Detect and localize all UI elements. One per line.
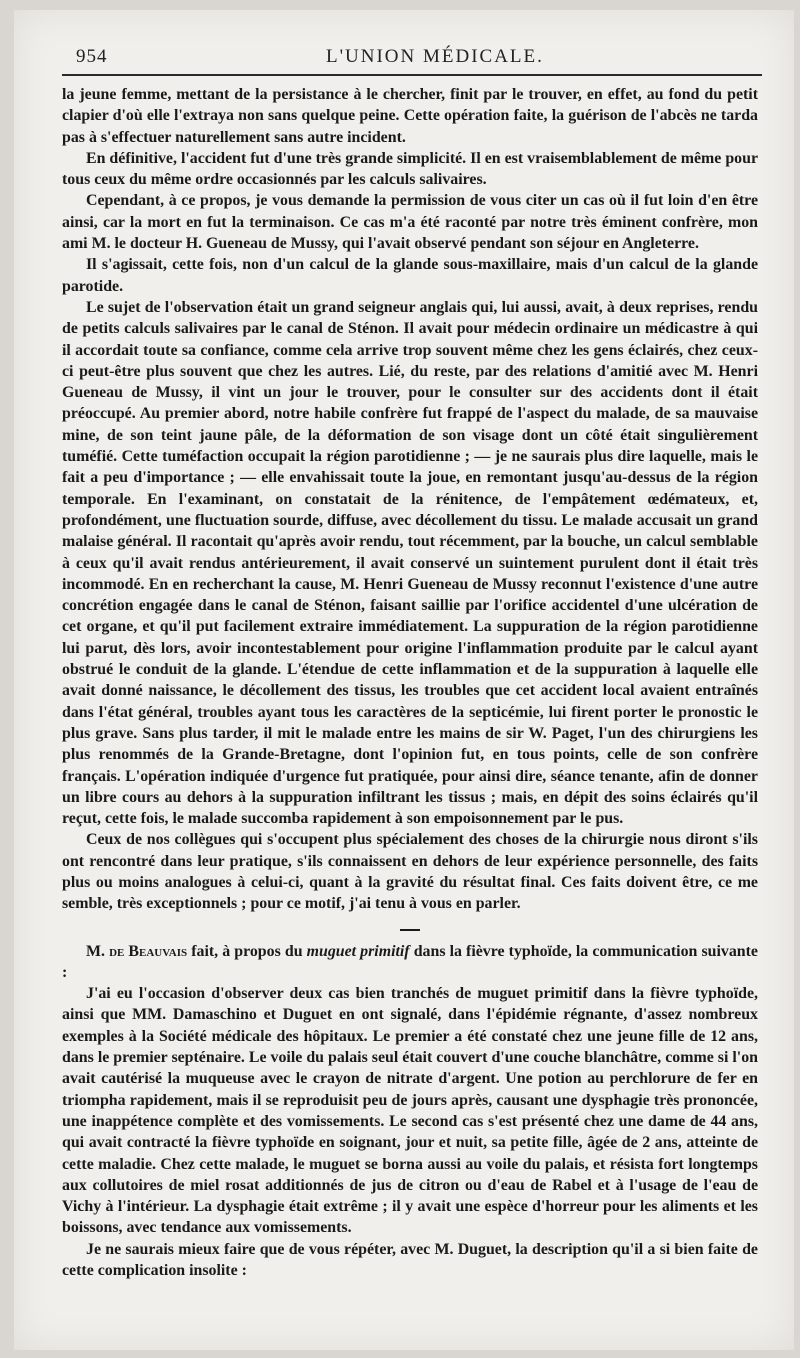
paragraph: Je ne saurais mieux faire que de vous répéter, avec M. Duguet, la description qu'il a si bien faite de cette complication insolite : <box>62 1240 758 1280</box>
paragraph: Il s'agissait, cette fois, non d'un calcul de la glande sous-maxillaire, mais d'un calcul de la glande parotide. <box>62 256 758 295</box>
communication-intro <box>62 941 758 984</box>
intro-text-end: dans la fièvre typhoïde, la communication suivante : <box>62 942 758 981</box>
section-separator <box>400 929 420 931</box>
header-rule <box>62 74 762 76</box>
intro-text: fait, à propos du <box>187 942 307 960</box>
paragraph: J'ai eu l'occasion d'observer deux cas bien tranchés de muguet primitif dans la fièvre typhoïde, ainsi que MM. Damaschino et Duguet en ont signalé, dans l'épidémie régnante, d'assez nombreux exemples à la Société médicale des hôpitaux. Le premier a été constaté chez une jeune fille de 12 ans, dans le premier septénaire. Le voile du palais seul était couvert d'une couche blanchâtre, comme si l'on avait cautérisé la muqueuse avec le crayon de nitrate d'argent. Une potion au perchlorure de fer en triompha rapidement, mais il se reproduisit peu de jours après, causant une dysphagie très prononcée, une inappétence complète et des vomissements. Le second cas s'est présenté chez une dame de 44 ans, qui avait contracté la fièvre typhoïde en soignant, jour et nuit, sa petite fille, âgée de 2 ans, atteinte de cette maladie. Chez cette malade, le muguet se borna aussi au voile du palais, et résista fort longtemps aux collutoires de miel rosat additionnés de jus de citron ou d'eau de Rabel et à l'usage de l'eau de Vichy à l'intérieur. La dysphagie était extrême ; il y avait une espèce d'horreur pour les aliments et les boissons, avec tendance aux vomissements. <box>62 985 758 1237</box>
paragraph: En définitive, l'accident fut d'une très grande simplicité. Il en est vraisemblablement de même pour tous ceux du même ordre occasionnés par les calculs salivaires. <box>62 149 758 189</box>
paragraph: Le sujet de l'observation était un grand seigneur anglais qui, lui aussi, avait, à deux reprises, rendu de petits calculs salivaires par le canal de Sténon. Il avait pour médecin ordinaire un médicastre à qui il accordait toute sa confiance, comme cela arrive trop souvent même chez les gens éclairés, chez ceux-ci peut-être plus souvent que chez les autres. Lié, du reste, par des relations d'amitié avec M. Henri Gueneau de Mussy, il vint un jour le trouver, pour le consulter sur des accidents dont il était préoccupé. Au premier abord, notre habile confrère fut frappé de l'aspect du malade, de sa mauvaise mine, de son teint jaune pâle, de la déformation de son visage dont un côté était singulièrement tuméfié. Cette tuméfaction occupait la région parotidienne ; — je ne saurais plus dire laquelle, mais le fait a peu d'importance ; — elle envahissait toute la joue, en remontant jusqu'au-dessus de la région temporale. En l'examinant, on constatait de la rénitence, de l'empâtement œdémateux, et, profondément, une fluctuation sourde, diffuse, avec décollement du tissu. Le malade accusait un grand malaise général. Il racontait qu'après avoir rendu, tout récemment, par la bouche, un calcul semblable à ceux qu'il avait rendus antérieurement, il avait conservé un suintement purulent dont il était très incommodé. En en recherchant la cause, M. Henri Gueneau de Mussy reconnut l'existence d'une autre concrétion engagée dans le canal de Sténon, faisant saillie par l'orifice accidentel d'une ulcération de cet organe, et qu'il put facilement extraire immédiatement. La suppuration de la région parotidienne lui parut, dès lors, avoir incontestablement pour origine l'inflammation produite par le calcul ayant obstrué le conduit de la glande. L'étendue de cette inflammation et de la suppuration à laquelle elle avait donné naissance, le décollement des tissus, les troubles que cet accident local avaient entraînés dans l'état général, troubles ayant tous les caractères de la septicémie, lui firent porter le pronostic le plus grave. Sans plus tarder, il mit le malade entre les mains de sir W. Paget, l'un des chirurgiens les plus renommés de la Grande-Bretagne, dont l'opinion fut, en tous points, celle de son confrère français. L'opération indiquée d'urgence fut pratiquée, pour ainsi dire, séance tenante, afin de donner un libre cours au dehors à la suppuration infiltrant les tissus ; mais, en dépit des soins éclairés qu'il reçut, cette fois, le malade succomba rapidement à son empoisonnement par le pus. <box>62 298 758 828</box>
page-number: 954 <box>76 46 108 67</box>
paragraph: Ceux de nos collègues qui s'occupent plus spécialement des choses de la chirurgie nous diront s'ils ont rencontré dans leur pratique, s'ils connaissent en dehors de leur expérience personnelle, des faits plus ou moins analogues à celui-ci, quant à la gravité du résultat final. Ces faits doivent être, ce me semble, très exceptionnels ; pour ce motif, j'ai tenu à vous en parler. <box>62 831 758 913</box>
running-header <box>76 46 776 76</box>
article-body <box>62 84 758 1281</box>
paragraph: Cependant, à ce propos, je vous demande la permission de vous citer un cas où il fut loin d'en être ainsi, car la mort en fut la terminaison. Ce cas m'a été raconté par notre très éminent confrère, mon ami M. le docteur H. Gueneau de Mussy, qui l'avait observé pendant son séjour en Angleterre. <box>62 192 758 253</box>
running-title: L'UNION MÉDICALE. <box>326 46 544 67</box>
speaker-prefix: M. <box>86 942 110 960</box>
speaker-name: de Beauvais <box>109 942 188 960</box>
paragraph: la jeune femme, mettant de la persistance à le chercher, finit par le trouver, en effet, au fond du petit clapier d'où elle l'extraya non sans quelque peine. Cette opération faite, la guérison de l'abcès ne tarda pas à s'effectuer naturellement sans autre incident. <box>62 86 758 146</box>
intro-italic-term: muguet primitif <box>306 942 410 960</box>
